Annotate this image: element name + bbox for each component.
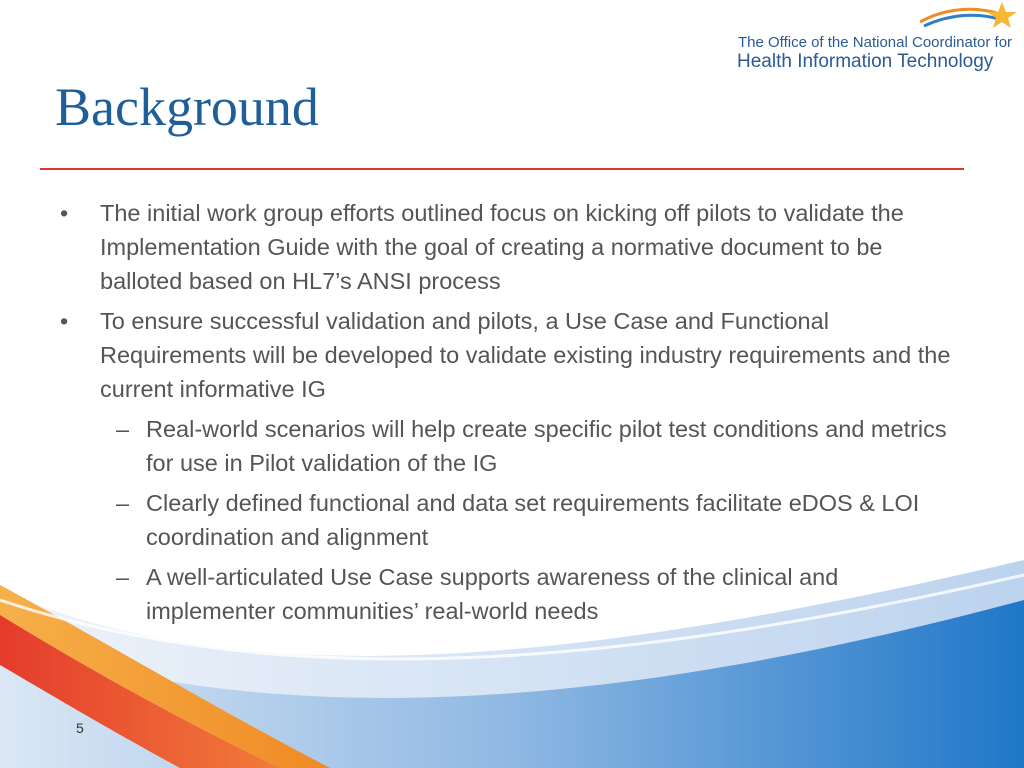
- sub-bullet-text: Real-world scenarios will help create specific pilot test conditions and metrics for use in Pilot validation of the IG: [146, 416, 947, 476]
- bullet-text: To ensure successful validation and pilots, a Use Case and Functional Requirements will be developed to validate existing industry requirements and the current informative IG: [100, 308, 951, 402]
- bullet-list: [58, 196, 968, 634]
- sub-bullet-marker: –: [116, 490, 130, 516]
- sub-bullet-marker: –: [116, 416, 130, 442]
- bullet-text: The initial work group efforts outlined focus on kicking off pilots to validate the Implementation Guide with the goal of creating a normative document to be balloted based on HL7’s ANSI process: [100, 200, 904, 294]
- sub-bullet-item: [58, 412, 968, 480]
- bullet-item: [58, 196, 968, 298]
- bullet-marker: •: [60, 200, 69, 226]
- bullet-item: [58, 304, 968, 406]
- logo-text-line2: Health Information Technology: [737, 51, 994, 72]
- sub-bullet-text: Clearly defined functional and data set requirements facilitate eDOS & LOI coordination and alignment: [146, 490, 920, 550]
- sub-bullet-text: A well-articulated Use Case supports awareness of the clinical and implementer communities’ real-world needs: [146, 564, 839, 624]
- bullet-marker: •: [60, 308, 69, 334]
- page-number: 5: [76, 720, 84, 736]
- sub-bullet-item: [58, 486, 968, 554]
- sub-bullet-item: [58, 560, 968, 628]
- slide-title: Background: [55, 77, 319, 137]
- sub-bullet-marker: –: [116, 564, 130, 590]
- onc-logo: [735, 0, 1024, 80]
- logo-text-line1: The Office of the National Coordinator for: [738, 34, 1013, 51]
- title-divider: [40, 168, 964, 170]
